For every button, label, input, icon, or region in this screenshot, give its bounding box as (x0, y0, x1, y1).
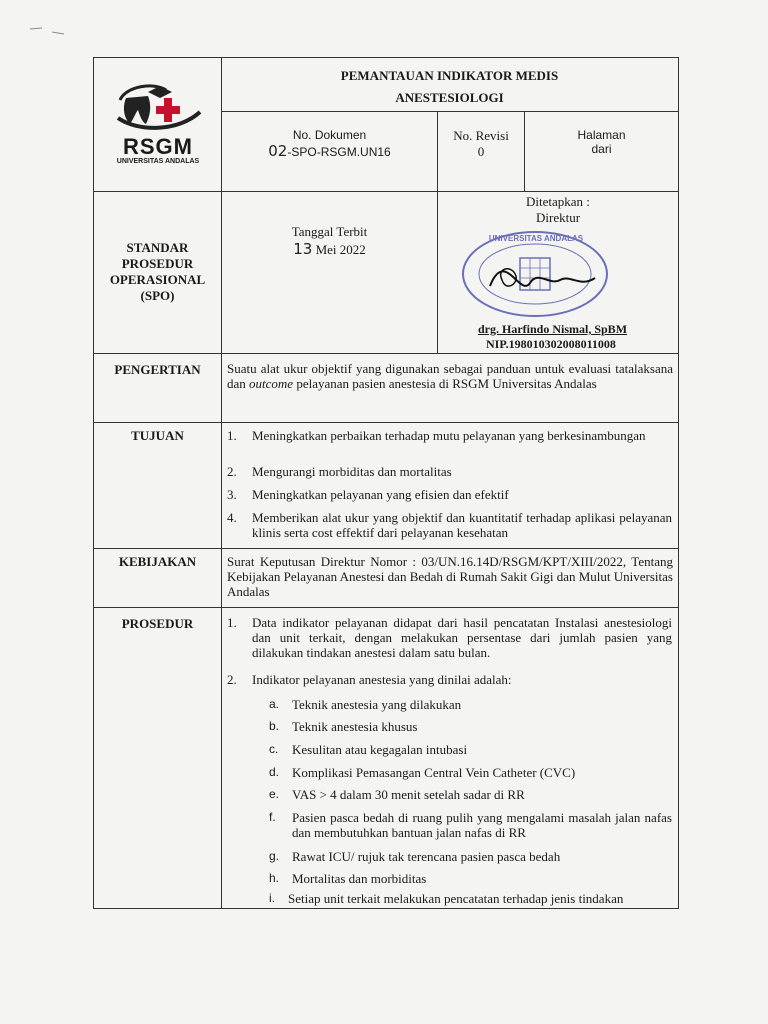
title-line-2: ANESTESIOLOGI (395, 90, 504, 105)
indikator-letter: i. (269, 891, 275, 905)
rsgm-emblem-icon (108, 78, 208, 138)
tujuan-item: Memberikan alat ukur yang objektif dan kuantitatif terhadap aplikasi pelayanan klinis serta cost effektif dari pelayanan kesehatan (252, 510, 672, 540)
indikator-item: Teknik anestesia yang dilakukan (292, 697, 462, 712)
indikator-item: Rawat ICU/ rujuk tak terencana pasien pasca bedah (292, 849, 561, 864)
ditetapkan-label: Ditetapkan : (526, 194, 590, 209)
prosedur-item: Indikator pelayanan anestesia yang dinilai adalah: (252, 672, 512, 687)
pengertian-body: Suatu alat ukur objektif yang digunakan sebagai panduan untuk evaluasi tatalaksana dan outcome pelayanan pasien anestesia di RSGM Universitas Andalas (227, 361, 673, 391)
prosedur-number: 2. (227, 672, 237, 687)
document-title (221, 68, 678, 106)
pengertian-text (227, 361, 673, 391)
issue-date-cell (222, 224, 437, 258)
page-cell (525, 128, 678, 156)
spo-label: STANDAR PROSEDUR OPERASIONAL (SPO) (109, 240, 206, 303)
prosedur-number: 1. (227, 615, 237, 630)
scan-artifact (30, 26, 64, 36)
indikator-letter: d. (269, 765, 280, 779)
page-label: Halaman (577, 128, 626, 142)
revision-cell (438, 128, 524, 160)
doc-number-handwritten: 02 (268, 142, 288, 160)
indikator-letter: c. (269, 742, 279, 756)
doc-number-value: 02-SPO-RSGM.UN16 (268, 142, 391, 160)
indikator-item: Komplikasi Pemasangan Central Vein Catheter (CVC) (292, 765, 576, 780)
issue-date-value: 13 Mei 2022 (293, 240, 366, 258)
title-line-1: PEMANTAUAN INDIKATOR MEDIS (340, 68, 559, 83)
indikator-item: Teknik anestesia khusus (292, 719, 418, 734)
logo-subtext: UNIVERSITAS ANDALAS (116, 158, 200, 165)
doc-number-label: No. Dokumen (292, 128, 367, 142)
tujuan-item: Meningkatkan pelayanan yang efisien dan efektif (252, 487, 509, 502)
issue-date-handwritten: 13 (293, 240, 313, 258)
jabatan-label: Direktur (536, 210, 581, 225)
indikator-item: Pasien pasca bedah di ruang pulih yang mengalami masalah jalan nafas dan membutuhkan bantuan jalan nafas di RR (292, 810, 672, 840)
spo-document (93, 57, 679, 909)
prosedur-label: PROSEDUR (121, 616, 194, 631)
logo-text: RSGM (123, 134, 193, 159)
rsgm-logo (108, 78, 208, 174)
signer-name: drg. Harfindo Nismal, SpBM (478, 322, 628, 336)
revision-label: No. Revisi (453, 128, 509, 143)
tujuan-number: 2. (227, 464, 237, 479)
doc-number-cell (222, 128, 437, 160)
indikator-letter: e. (269, 787, 280, 801)
indikator-letter: a. (269, 697, 280, 711)
page-sub: dari (591, 142, 612, 156)
signer-nip: NIP.198010302008011008 (486, 337, 616, 351)
issue-date-label: Tanggal Terbit (291, 224, 368, 239)
indikator-item: VAS > 4 dalam 30 menit setelah sadar di RR (292, 787, 525, 802)
approval-cell (438, 194, 678, 352)
indikator-item: Kesulitan atau kegagalan intubasi (292, 742, 468, 757)
indikator-item: Setiap unit terkait melakukan pencatatan terhadap jenis tindakan (288, 891, 624, 906)
prosedur-item: Data indikator pelayanan didapat dari hasil pencatatan Instalasi anestesiologi dan unit terkait, dengan melakukan persentase dari jumlah pasien yang dilakukan tindakan anestesi dalam satu bulan. (252, 615, 672, 660)
indikator-letter: h. (269, 871, 280, 885)
kebijakan-label: KEBIJAKAN (118, 554, 197, 569)
tujuan-number: 3. (227, 487, 237, 502)
pengertian-label: PENGERTIAN (114, 362, 201, 377)
kebijakan-text: Surat Keputusan Direktur Nomor : 03/UN.16.14D/RSGM/KPT/XIII/2022, Tentang Kebijakan Pelayanan Anestesi dan Bedah di Rumah Sakit Gigi dan Mulut Universitas Andalas (227, 554, 673, 599)
revision-value: 0 (477, 144, 485, 159)
indikator-letter: g. (269, 849, 280, 863)
tujuan-item: Meningkatkan perbaikan terhadap mutu pelayanan yang berkesinambungan (252, 428, 646, 443)
tujuan-number: 1. (227, 428, 237, 443)
tujuan-item: Mengurangi morbiditas dan mortalitas (252, 464, 452, 479)
indikator-letter: b. (269, 719, 280, 733)
tujuan-label: TUJUAN (131, 428, 184, 443)
tujuan-number: 4. (227, 510, 237, 525)
indikator-letter: f. (269, 810, 276, 824)
indikator-item: Mortalitas dan morbiditas (292, 871, 427, 886)
stamp-text: UNIVERSITAS ANDALAS (488, 234, 584, 243)
